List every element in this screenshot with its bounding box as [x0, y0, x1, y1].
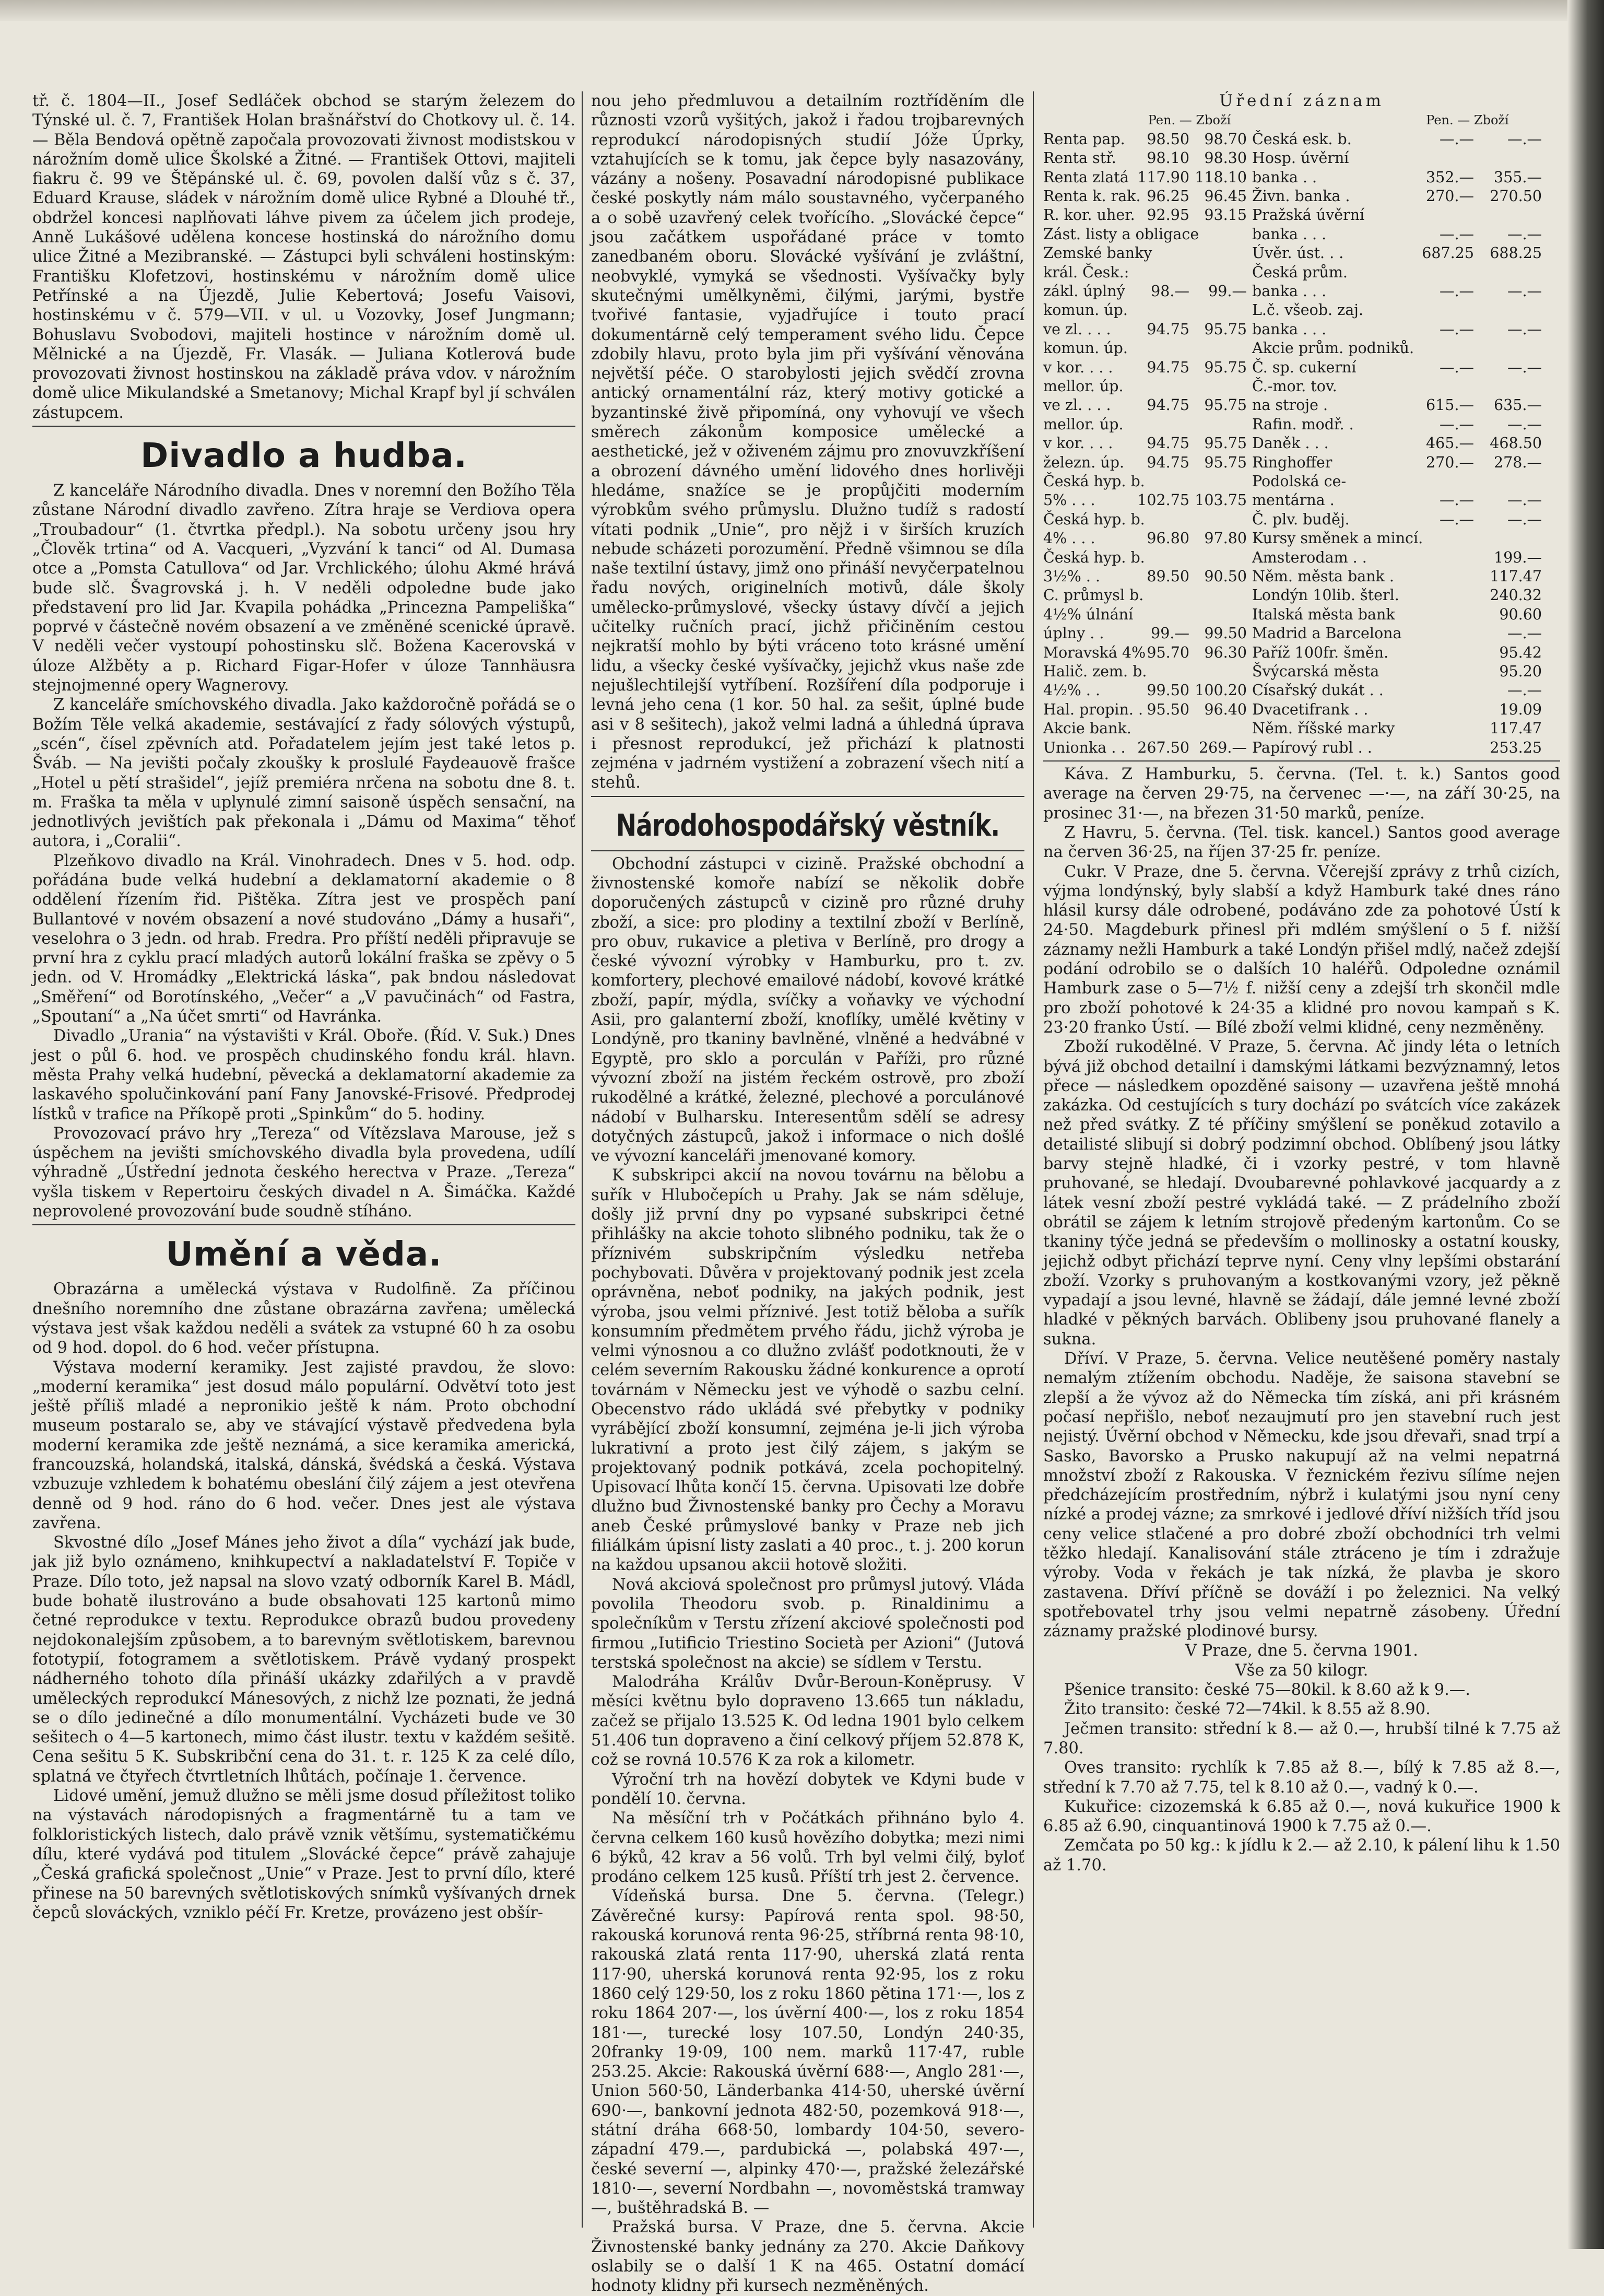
exchange-row — [1043, 396, 1560, 415]
news-paragraph: Z Havru, 5. června. (Tel. tisk. kancel.) Santos good average na červen 36·25, na říjen 37·25 fr. peníze. — [1043, 824, 1560, 862]
exchange-cell-c — [1393, 149, 1474, 168]
exchange-cell-l: Renta k. rak. — [1043, 187, 1141, 205]
exchange-cell-r: Ringhoffer — [1252, 453, 1332, 471]
exchange-cell-l: železn. úp. — [1043, 453, 1125, 471]
exchange-row — [1043, 339, 1560, 358]
exchange-cell-a: 94.75 — [1147, 320, 1189, 338]
exchange-cell-r: banka . . . — [1252, 225, 1327, 243]
exchange-cell-a: 92.95 — [1147, 206, 1189, 224]
exchange-cell-b: 96.30 — [1204, 643, 1247, 661]
exchange-cell-l: 4½% úlnání — [1043, 605, 1134, 623]
exchange-cell-a: 96.25 — [1147, 187, 1189, 205]
exchange-cell-b: 100.20 — [1195, 682, 1247, 699]
exchange-cell-b: 118.10 — [1195, 168, 1247, 186]
exchange-cell-b: 98.30 — [1204, 149, 1247, 167]
exchange-row — [1043, 434, 1560, 453]
exchange-cell-l: mellor. úp. — [1043, 377, 1124, 395]
exchange-cell-a: 117.90 — [1137, 168, 1189, 186]
exchange-cell-l: Akcie bank. — [1043, 720, 1131, 737]
exchange-cell-d: —.— — [1507, 320, 1542, 338]
news-paragraph: Z kanceláře Národního divadla. Dnes v noremní den Božího Těla zůstane Národní divadlo zavřeno. Zítra hraje se Verdiova opera „Troubadour“ (1. čtvrtka předpl.). Na sobotu určeny jsou hry „Člověk trtina“ od A. Vacqueri, „Vyzvání k tanci“ od Al. Dumasa otce a „Pomsta Catullova“ od Jar. Vrchlického; úlohu Akmé hrává bude slč. Švagrovská j. h. V neděli odpoledne bude jako představení pro lid Jar. Kvapila pohádka „Princezna Pampeliška“ poprvé v částečně novém obsazení a ve změněné scenické úpravě. V neděli večer vystoupí pohostinsku slč. Božena Kacerovská v úloze Alžběty a p. Richard Figar-Hofer v úloze Tannhäusra stejnojmenné opery Wagnerovy. — [32, 482, 575, 695]
news-paragraph: Výstava moderní keramiky. Jest zajisté pravdou, že slovo: „moderní keramika“ jest dosud málo populární. Odvětví toto jest ještě příliš mladé a nepronikio ještě k nám. Proto obchodní museum postaralo se, aby ve stávající výstavě předvedena byla moderní keramika zde ještě neznámá, a sice keramika americká, francouzská, holandská, italská, dánská, švédská a česká. Výstava vzbuzuje vzhledem k bohatému obeslání čilý zájem a jest otevřena denně od 9 hod. ráno do 6 hod. večer. Dnes jest ale výstava zavřena. — [32, 1358, 575, 1532]
exchange-row — [1043, 624, 1560, 643]
exchange-cell-c — [1393, 206, 1474, 225]
column-right — [1043, 91, 1560, 2222]
exchange-cell-c: —.— — [1439, 225, 1474, 243]
exchange-cell-d: 199.— — [1494, 548, 1542, 566]
exchange-cell-b — [1189, 548, 1247, 567]
exchange-cell-l: Hal. propin. . — [1043, 700, 1143, 718]
news-paragraph: Vídeňská bursa. Dne 5. června. (Telegr.) Závěrečné kursy: Papírová renta spol. 98·50, rakouská korunová renta 96·25, stříbrná renta 98·10, rakouská zlatá renta 117·90, uherská zlatá renta 117·90, uherská korunová renta 92·95, los z roku 1860 celý 129·50, los z roku 1860 pětina 171·—, los z roku 1864 207·—, los úvěrní 400·—, los z roku 1854 181·—, turecké losy 107.50, Londýn 240·35, 20franky 19·09, 100 nem. marků 117·47, ruble 253.25. Akcie: Rakouská úvěrní 688·—, Anglo 281·—, Union 560·50, Länderbanka 414·50, uherské úvěrní 690·—, bankovní jednota 482·50, pozemková 918·—, státní dráha 668·50, lombardy 104·50, severo-západní 479.—, pardubická —, polabská 497·—, české severní —, alpinky 470·—, pražské železářské 1810·—, severní Nordbahn —, novoměstská tramway —, buštěhradská B. — — [591, 1887, 1024, 2218]
exchange-cell-b — [1189, 415, 1247, 434]
bursa-line: Pšenice transito: české 75—80kil. k 8.60 až k 9.—. — [1064, 1681, 1471, 1700]
exchange-cell-a — [1132, 244, 1189, 263]
exchange-cell-a — [1132, 605, 1189, 624]
exchange-row — [1043, 263, 1560, 282]
exchange-cell-a: 94.75 — [1147, 435, 1189, 452]
exchange-cell-b: 99.50 — [1204, 625, 1247, 642]
exchange-cell-a: 98.— — [1151, 282, 1189, 300]
exchange-cell-l: Renta stř. — [1043, 149, 1116, 167]
exchange-cell-c: 465.— — [1426, 435, 1474, 452]
news-paragraph: Divadlo „Urania“ na výstavišti v Král. Oboře. (Říd. V. Suk.) Dnes jest o půl 6. hod. ve prospěch chudinského fondu král. hlavn. města Prahy velká hudební, pěvecká a deklamatorní akademie za laskavého spolučinkování paní Fany Janovské-Frisové. Předprodej lístků v trafice na Příkopě proti „Spinkům“ do 5. hodiny. — [32, 1027, 575, 1123]
exchange-cell-a — [1132, 510, 1189, 529]
exchange-cell-d: 688.25 — [1490, 244, 1542, 262]
exchange-cell-l: Renta pap. — [1043, 130, 1125, 148]
news-paragraph: Obrazárna a umělecká výstava v Rudolfině. Za příčinou dnešního noremního dne zůstane obrazárna zavřena; umělecká výstava jest však každou neděli a svátek za vstupné 60 h za osobu od 9 hod. dopol. do 6 hod. večer přístupna. — [32, 1280, 575, 1357]
exchange-cell-r: Paříž 100fr. šměn. — [1252, 643, 1389, 661]
exchange-row — [1043, 206, 1560, 225]
exchange-cell-r: Podolská ce- — [1252, 473, 1347, 490]
exchange-cell-l: v kor. . . . — [1043, 435, 1113, 452]
exchange-cell-b — [1189, 301, 1247, 320]
exchange-cell-d: 19.09 — [1499, 700, 1542, 718]
news-paragraph: Výroční trh na hovězí dobytek ve Kdyni bude v pondělí 10. června. — [591, 1770, 1024, 1808]
exchange-cell-c: —.— — [1439, 320, 1474, 338]
exchange-cell-a: 96.80 — [1147, 530, 1189, 547]
bursa-line: Oves transito: rychlík k 7.85 až 8.—, bílý k 7.85 až 8.—, střední k 7.70 až 7.75, tel k 8.10 až 0.—, vadný k 0.—. — [1043, 1759, 1560, 1797]
exchange-cell-d: 635.— — [1494, 396, 1542, 414]
exchange-cell-d: —.— — [1507, 358, 1542, 376]
exchange-cell-r: Hosp. úvěrní — [1252, 149, 1349, 167]
exchange-cell-b — [1189, 377, 1247, 396]
exchange-cell-l: Zemské banky — [1043, 244, 1152, 262]
column-rule-1 — [582, 91, 583, 2228]
exchange-cell-b: 95.75 — [1204, 320, 1247, 338]
news-paragraph: Provozovací právo hry „Tereza“ od Vítězslava Marouse, jež s úspěchem na jevišti smíchovského divadla byla provedena, udílí výhradně „Ústřední jednota českého herectva v Praze. „Tereza“ vyšla tiskem v Repertoiru českých divadel n A. Šimáčka. Každé neprovolené provozování bude soudně stíháno. — [32, 1124, 575, 1221]
exchange-row — [1043, 529, 1560, 548]
exchange-cell-d: 95.42 — [1499, 643, 1542, 661]
header-right: Pen. — Zboží — [1426, 113, 1509, 128]
exchange-cell-l: mellor. úp. — [1043, 415, 1124, 433]
exchange-table-header — [1043, 111, 1560, 130]
exchange-cell-r: banka . . . — [1252, 282, 1327, 300]
exchange-cell-b: 96.45 — [1204, 187, 1247, 205]
exchange-row — [1043, 567, 1560, 586]
exchange-cell-d: —.— — [1507, 282, 1542, 300]
news-paragraph: Z kanceláře smíchovského divadla. Jako každoročně pořádá se o Božím Těle velká akademie, sestávající z řady sólových výstupů, „scén“, čísel zpěvních atd. Pořadatelem jejím jest také letos p. Šváb. — Na jevišti počaly zkoušky k proslulé Faydeauově frašce „Hotel u pětí strašidel“, jejíž premiéra nrčena na sobotu dne 8. t. m. Fraška ta měla v uplynulé zimní saisoně úspěch sensační, na jednotlivých jevištích pak překonala i „Dámu od Maxima“ těhoť autora, i „Coralii“. — [32, 696, 575, 851]
exchange-cell-r: Italská města bank — [1252, 605, 1395, 623]
exchange-row — [1043, 662, 1560, 681]
bursa-subtitle: Vše za 50 kilogr. — [1235, 1661, 1369, 1680]
exchange-cell-b — [1189, 719, 1247, 738]
exchange-cell-d: —.— — [1507, 415, 1542, 433]
exchange-cell-c — [1393, 472, 1474, 491]
exchange-cell-r: Něm. říšské marky — [1252, 720, 1395, 737]
exchange-cell-l: král. Česk.: — [1043, 263, 1129, 281]
exchange-cell-r: Úvěr. úst. . . — [1252, 244, 1344, 262]
exchange-row — [1043, 244, 1560, 263]
exchange-cell-d: 90.60 — [1499, 605, 1542, 623]
exchange-cell-l: ve zl. . . . — [1043, 396, 1111, 414]
exchange-cell-r: Dvacetifrank . . — [1252, 700, 1369, 718]
news-paragraph: Dříví. V Praze, 5. června. Velice neutěšené poměry nastaly nemalým ztížením obchodu. Naděje, že saisona stavební se zlepší a že vývoz až do Německa tím získá, ani při krásném počasí nepřišlo, neboť nezaujmutí pro jen stavební ruch jest nejistý. Úvěrní obchod v Německu, kde jsou dřevaři, snad trpí a Sasko, Bavorsko a Prusko nakupují až na velmi nepatrná množství zboží z Rakouska. V řeznickém řezivu sílíme nejen předcházejícím prostředním, nýbrž i kulatými jsou nyní ceny nízké a prodej vázne; za smrkové i jedlové dříví nižších tříd jsou ceny velice stlačené a pro dobré zboží obchodníci trh velmi těžko hledají. Kanalisování stále ztráceno je tím i zdražuje výroby. Voda v řekách je tak nízká, že plavba je skoro zastavena. Dříví příčně se dováží i po železnici. Na velký spotřebovatel trhy jsou velmi nepatrně zásobeny. Úřední záznamy pražské plodinové bursy. — [1043, 1350, 1560, 1641]
exchange-row — [1043, 739, 1560, 757]
exchange-cell-r: Živn. banka . — [1252, 187, 1350, 205]
exchange-cell-l: úplny . . — [1043, 625, 1104, 642]
exchange-cell-d: —.— — [1507, 130, 1542, 148]
exchange-cell-a: 98.50 — [1147, 130, 1189, 148]
news-paragraph: Nová akciová společnost pro průmysl jutový. Vláda povolila Theodoru svob. p. Rinaldinimu a společníkům v Terstu zřízení akciové společnosti pod firmou „Iutificio Triestino Società per Azioni“ (Jutová terstská společnost na akcie) se sídlem v Terstu. — [591, 1575, 1024, 1672]
exchange-cell-r: L.č. všeob. zaj. — [1252, 301, 1364, 319]
page-binding-shadow — [1567, 0, 1604, 2249]
exchange-cell-r: Daněk . . . — [1252, 435, 1329, 452]
exchange-cell-d: —.— — [1507, 491, 1542, 509]
divider — [1043, 760, 1560, 762]
exchange-cell-l: R. kor. uher. — [1043, 206, 1135, 224]
exchange-cell-r: mentárna . — [1252, 491, 1335, 509]
exchange-row — [1043, 491, 1560, 510]
exchange-cell-l: komun. úp. — [1043, 339, 1128, 357]
exchange-row — [1043, 187, 1560, 206]
exchange-cell-d — [1474, 206, 1542, 225]
exchange-cell-a: 267.50 — [1137, 739, 1189, 756]
news-paragraph: Cukr. V Praze, dne 5. června. Včerejší zprávy z trhů cizích, výjma londýnský, byly slabší a když Hamburk také dnes ráno hlásil kursy dále odrobené, podáváno zde za pohotové Ústí k 24·50. Magdeburk přinesl při mdlém smýšlení o 5 f. nižší záznamy nežli Hamburk a také Londýn přišel mdlý, načež zdejší podání odrobilo se o dalších 10 haléřů. Odpoledne oznámil Hamburk zase o 5—7½ f. nižší ceny a zdejší trh skončil mdle pro zboží pohotové k 24·35 a klidné pro novou kampaň s K. 23·20 franko Ústí. — Bílé zboží velmi klidné, ceny nezměněny. — [1043, 862, 1560, 1037]
news-paragraph: Skvostné dílo „Josef Mánes jeho život a díla“ vychází jak bude, jak již bylo oznámeno, knihkupectví a nakladatelství F. Topiče v Praze. Dílo toto, jež napsal na slovo vzatý odborník Karel B. Mádl, bude bohatě ilustrováno a bude obsahovati 125 kartonů mimo četné reprodukce v textu. Reprodukce obrazů budou provedeny nejdokonalejším způsobem, a to barevným světlotiskem, barevnou fototypií, fotogramem a světlotiskem. Právě vydaný prospekt nádherného tohoto díla přináší ukázky zdařilých a v pravdě uměleckých reprodukcí Mánesových, z nichž lze poznati, že jedná se o dílo jedinečné a dílo monumentální. Vycházeti bude ve 30 sešitech o 4—5 kartonech, mimo část ilustr. textu v každém sešitě. Cena sešitu 5 K. Subskribční cena do 31. t. r. 125 K za celé dílo, splatná ve čtyřech čtvrtletních lhůtách, počínaje 1. července. — [32, 1533, 575, 1786]
exchange-cell-a — [1132, 339, 1189, 358]
exchange-cell-a: 99.— — [1151, 625, 1189, 642]
exchange-cell-c: 352.— — [1426, 168, 1474, 186]
exchange-cell-b: 98.70 — [1204, 130, 1247, 148]
exchange-cell-d: 240.32 — [1490, 587, 1542, 604]
exchange-cell-r: Švýcarská města — [1252, 663, 1379, 681]
exchange-cell-c — [1393, 719, 1474, 738]
exchange-row — [1043, 320, 1560, 339]
exchange-cell-b: 95.75 — [1204, 435, 1247, 452]
exchange-cell-b — [1189, 662, 1247, 681]
page-top-edge — [0, 0, 1604, 21]
exchange-cell-a: 99.50 — [1147, 682, 1189, 699]
bursa-line: Ječmen transito: střední k 8.— až 0.—, hrubší tilné k 7.75 až 7.80. — [1043, 1719, 1560, 1758]
exchange-cell-l: 4½% . . — [1043, 682, 1101, 699]
exchange-cell-d: 355.— — [1494, 168, 1542, 186]
news-paragraph: tř. č. 1804—II., Josef Sedláček obchod se starým železem do Týnské ul. č. 7, František Holan brašnářství do Chotkovy ul. č. 14. — Běla Bendová opětně započala provozovati živnost modistskou v nárožním domě ulice Školské a Žitné. — František Ottovi, majiteli fiakru č. 99 ve Štěpánské ul. č. 69, povolen další vůz s č. 37, Eduard Krause, sládek v nárožním domě ulice Rybné a Dlouhé tř., obdržel koncesi naplňovati láhve pivem za účelem jich prodeje, Anně Lukášové udělena koncese hostinská do nárožního domu ulice Žitné a Mezibranské. — Zástupci byli schváleni hostinským: Františku Klofetzovi, hostinskému v nárožním domě ulice Petřínské a na Újezdě, Julie Kebertová; Josefu Vaisovi, hostinskému v č. 579—VII. v ul. u Vozovky, Josef Jungmann; Bohuslavu Svobodovi, majiteli hostince v nárožním domě ul. Mělnické a na Újezdě, Fr. Vlasák. — Juliana Kotlerová bude provozovati živnost hostinskou na základě práva vdov. v nárožním domě ulice Mikulandské a Smetanovy; Michal Krapf byl jí schválen zástupcem. — [32, 92, 575, 422]
exchange-cell-b — [1189, 244, 1247, 263]
exchange-cell-b: 95.75 — [1204, 396, 1247, 414]
exchange-cell-c — [1393, 643, 1474, 662]
exchange-cell-l: Halič. zem. b. — [1043, 663, 1147, 681]
news-paragraph: Obchodní zástupci v cizině. Pražské obchodní a živnostenské komoře nabízí se několik dobře doporučených zástupců v cizině pro různé druhy zboží, a sice: pro plodiny a textilní zboží v Berlíně, pro obuv, rukavice a pletiva v Berlíně, pro drogy a české vývozní výrobky v Hamburku, pro t. zv. komfortery, plechové emailové nádobí, kovové krátké zboží, papír, mýdla, svíčky a voňavky ve východní Asii, pro galanterní zboží, knoflíky, umělé květiny v Londýně, pro tkaniny bavlněné, vlněné a hedvábné v Egyptě, pro sklo a porculán v Paříži, pro různé vývozní zboží na jistém řeckém ostrově, pro zboží rukodělné a krátké, železné, plechové a porculánové nádobí v Bulharsku. Interesentům sdělí se adresy dotyčných zástupců, jakož i informace o nich došlé ve vývozní kanceláři jmenované komory. — [591, 854, 1024, 1166]
exchange-cell-d: 117.47 — [1490, 568, 1542, 585]
exchange-cell-a — [1132, 377, 1189, 396]
exchange-cell-d — [1474, 301, 1542, 320]
exchange-cell-r: Akcie prům. podniků. — [1252, 339, 1414, 357]
exchange-cell-r: Rafin. modř. . — [1252, 415, 1354, 433]
exchange-cell-c — [1393, 529, 1474, 548]
exchange-cell-b: 269.— — [1199, 739, 1247, 756]
news-paragraph: Plzeňkovo divadlo na Král. Vinohradech. Dnes v 5. hod. odp. pořádána bude velká hudební a deklamatorní akademie o 8 oddělení řízením řid. Pištěka. Zítra jest ve prospěch paní Bullantové v novém obsazení a nové studováno „Dámy a husaři“, veselohra o 3 jedn. od hrab. Fredra. Pro příští neděli připravuje se první hra z cyklu prací mladých autorů lokální fraška se zpěvy o 5 jedn. od V. Hromádky „Elektrická láska“, pak bndou následovat „Směření“ od Borotínského, „Večer“ a „V pavučinách“ od Fastra, „Spoutaní“ a „Na účet smrti“ od Havránka. — [32, 851, 575, 1026]
exchange-cell-c: 615.— — [1426, 396, 1474, 414]
exchange-cell-b — [1189, 263, 1247, 282]
column-left — [32, 91, 575, 2222]
exchange-cell-c: 270.— — [1426, 453, 1474, 471]
exchange-cell-c: 687.25 — [1422, 244, 1474, 262]
exchange-cell-a — [1132, 472, 1189, 491]
exchange-row — [1043, 358, 1560, 377]
exchange-cell-b: 97.80 — [1204, 530, 1247, 547]
exchange-cell-c: 270.— — [1426, 187, 1474, 205]
exchange-cell-d — [1474, 339, 1542, 358]
exchange-cell-b — [1189, 605, 1247, 624]
exchange-cell-l: C. průmysl b. — [1043, 587, 1144, 604]
exchange-cell-d — [1474, 377, 1542, 396]
exchange-cell-d: —.— — [1507, 625, 1542, 642]
bursa-line: Kukuřice: cizozemská k 6.85 až 0.—, nová kukuřice 1900 k 6.85 až 6.90, cinquantinová 1900 k 7.75 až 0.—. — [1043, 1797, 1560, 1836]
exchange-cell-c — [1393, 301, 1474, 320]
news-paragraph: nou jeho předmluvou a detailním roztříděním dle různosti vzorů vyšitých, jakož i řadou trojbarevných reprodukcí národopisných studií Jóže Úprky, vztahujících se k tomu, jak čepce byly nasazovány, vázány a nošeny. Posavadní národopisné publikace české poskytly nám málo soustavného, vyčerpaného a o sobě uzavřený celek tvořícího. „Slovácké čepce“ jsou začátkem uspořádané práce v tomto zanedbaném oboru. Slovácké vyšívání je zvláštní, neobvyklé, vymyká se všednosti. Vyšívačky byly skutečnými umělkyněmi, čilými, jarými, bystře tvořivé fantasie, vyjadřujíce i touto prací dokumentárně celý temperament svého lidu. Čepce zdobily hlavu, proto byla jim při vyšívání věnována největší péče. O starobylosti jejich svědčí zrovna antický ornamentální ráz, který motivy gotické a byzantinské živě připomíná, ony vyhovují ve všech směrech zákonům komposice umělecké a aesthetické, jež v oživeném zájmu pro znovuvzkříšení a obrození dávného umění lidového dnes horlivěji hledáme, snažíce se je propůjčiti moderním výrobkům svého průmyslu. Dlužno tudíž s radostí vítati podnik „Unie“, pro nějž i v širších kruzích nebude scházeti porozumění. Předně všimnou se díla naše textilní ústavy, jimž ono přináší nevyčerpatelnou řadu nových, originelních motivů, dále školy umělecko-průmyslové, všecky ústavy dívčí a jejich učitelky ručních prací, jichž přičiněním cestou nejkratší mohlo by býti vráceno toto krásné umění lidu, a všecky české vyšívačky, jejichž vkus naše zde nejušlechtilejší vytříbení. Rozšíření díla podporuje i levná jeho cena (1 kor. 50 hal. za sešit, úplné bude asi v 8 sešitech), jakož velmi ladná a úhledná úprava i přesnost reprodukcí, jež přichází k platnosti zejména v jadrném vystižení a zobrazení všech nití a stehů. — [591, 92, 1024, 792]
exchange-cell-a — [1132, 548, 1189, 567]
exchange-cell-b: 96.40 — [1204, 700, 1247, 718]
exchange-cell-c — [1393, 263, 1474, 282]
exchange-cell-a — [1132, 415, 1189, 434]
exchange-cell-c: —.— — [1439, 282, 1474, 300]
news-paragraph: Pražská bursa. V Praze, dne 5. června. Akcie Živnostenské banky jednány za 270. Akcie Daňkovy oslabily se o další 1 K na 465. Ostatní domácí hodnoty klidny při kursech nezměněných. — [591, 2218, 1024, 2295]
exchange-cell-a — [1132, 225, 1189, 244]
exchange-row — [1043, 472, 1560, 491]
bursa-date: V Praze, dne 5. června 1901. — [1185, 1642, 1418, 1660]
exchange-cell-b — [1189, 225, 1247, 244]
exchange-row — [1043, 415, 1560, 434]
exchange-row — [1043, 225, 1560, 244]
exchange-cell-a: 102.75 — [1137, 491, 1189, 509]
exchange-cell-b — [1189, 472, 1247, 491]
exchange-cell-l: Česká hyp. b. — [1043, 510, 1145, 528]
exchange-row — [1043, 510, 1560, 529]
exchange-cell-d — [1474, 263, 1542, 282]
divider — [591, 796, 1024, 797]
exchange-cell-l: Česká hyp. b. — [1043, 548, 1145, 566]
exchange-cell-d: 117.47 — [1490, 720, 1542, 737]
news-paragraph: Lidové umění, jemuž dlužno se měli jsme dosud příležitost toliko na výstavách národopisných a fragmentárně tu a tam ve folkloristických listech, dalo právě vznik většímu, systematičkému dílu, které vydává pod titulem „Slovácké čepce“ právě zahajuje „Česká grafická společnost „Unie“ v Praze. Jest to první dílo, které přinese na 50 barevných světlotiskových snímků vyšívaných drnek čepců slováckých, vzniklo péčí Fr. Kretze, provázeno jest obšír- — [32, 1787, 575, 1922]
exchange-cell-c: —.— — [1439, 415, 1474, 433]
header-left: Pen. — Zboží — [1148, 113, 1231, 128]
exchange-cell-r: Amsterodam . . — [1252, 548, 1367, 566]
exchange-cell-d: —.— — [1507, 682, 1542, 699]
exchange-row — [1043, 548, 1560, 567]
exchange-cell-l: 5% . . . — [1043, 491, 1095, 509]
exchange-cell-a — [1132, 301, 1189, 320]
divider — [32, 426, 575, 427]
exchange-row — [1043, 681, 1560, 700]
exchange-cell-c — [1393, 586, 1474, 605]
exchange-row — [1043, 643, 1560, 662]
exchange-cell-a — [1132, 263, 1189, 282]
exchange-cell-a — [1132, 662, 1189, 681]
exchange-cell-d: 95.20 — [1499, 663, 1542, 681]
exchange-table — [1043, 130, 1560, 757]
exchange-cell-c — [1393, 548, 1474, 567]
divider — [32, 1224, 575, 1225]
exchange-cell-c — [1393, 377, 1474, 396]
section-title-vestnik: Národohospodářský věstník. — [616, 807, 1000, 843]
exchange-cell-a: 98.10 — [1147, 149, 1189, 167]
exchange-cell-l: ve zl. . . . — [1043, 320, 1111, 338]
exchange-cell-a: 94.75 — [1147, 453, 1189, 471]
exchange-cell-l: Zást. listy a obligace — [1043, 225, 1199, 243]
exchange-cell-b: 93.15 — [1204, 206, 1247, 224]
exchange-cell-r: Císařský dukát . . — [1252, 682, 1384, 699]
exchange-cell-a: 94.75 — [1147, 358, 1189, 376]
exchange-cell-c: —.— — [1439, 491, 1474, 509]
exchange-cell-r: Č. plv. buděj. — [1252, 510, 1350, 528]
exchange-cell-r: Pražská úvěrní — [1252, 206, 1365, 224]
exchange-cell-c — [1393, 681, 1474, 700]
section-title-umeni: Umění a věda. — [166, 1235, 442, 1274]
exchange-cell-c — [1393, 339, 1474, 358]
exchange-cell-d: 468.50 — [1490, 435, 1542, 452]
exchange-cell-c — [1393, 624, 1474, 643]
exchange-cell-r: Česká prům. — [1252, 263, 1348, 281]
exchange-cell-b: 95.75 — [1204, 358, 1247, 376]
column-rule-2 — [1033, 91, 1034, 2228]
exchange-row — [1043, 586, 1560, 605]
exchange-cell-c — [1393, 700, 1474, 719]
exchange-cell-r: Č. sp. cukerní — [1252, 358, 1357, 376]
exchange-cell-d — [1474, 529, 1542, 548]
exchange-row — [1043, 168, 1560, 187]
exchange-row — [1043, 453, 1560, 472]
exchange-cell-c: —.— — [1439, 510, 1474, 528]
column-middle — [591, 91, 1024, 2295]
exchange-cell-l: zákl. úplný — [1043, 282, 1125, 300]
news-paragraph: Zboží rukodělné. V Praze, 5. června. Ač jindy léta o letních bývá již obchod detailní i damskými látkami bezvýznamný, letos přece — následkem opozděné saisony — uzavřena ještě mnohá zakázka. Od cestujících s tury dochází po svátcích více zakázek než před svátky. Z té příčiny smýšlení se poněkud zotavilo a detailisté slibují si dobrý podzimní obchod. Oblíbený jsou látky barvy stejně hladké, či i vzorky pestré, v tom hlavně pruhované, se hledají. Dvoubarevné pohlavkové jacquardy a z látek vesní zboží pestré vykládá také. — Z prádelního zboží obrátil se zájem k letním strojově předeným kartonům. Co se tkaniny týče jedná se především o mollinosky a ostatní kousky, jejichž odbyt přichází teprve nyní. Ceny vlny lepšími obstarání zboží. Vzorky s pruhovaným a kostkovanými vzory, jež pěkně vypadají a jsou levné, hlavně se žádají, dále jemné levné zboží hladké v pěkných barvách. Oblibeny jsou pruhované flanely a sukna. — [1043, 1038, 1560, 1349]
bursa-lines — [1043, 1680, 1560, 1875]
exchange-cell-r: Česká esk. b. — [1252, 130, 1352, 148]
exchange-cell-c — [1393, 739, 1474, 757]
exchange-cell-r: Něm. města bank . — [1252, 568, 1394, 585]
exchange-cell-r: na stroje . — [1252, 396, 1328, 414]
exchange-row — [1043, 301, 1560, 320]
exchange-cell-l: 4% . . . — [1043, 530, 1095, 547]
exchange-cell-c — [1393, 662, 1474, 681]
exchange-cell-a: 89.50 — [1147, 568, 1189, 585]
exchange-cell-l: Unionka . . — [1043, 739, 1126, 756]
exchange-cell-b — [1189, 586, 1247, 605]
exchange-cell-r: Londýn 10lib. šterl. — [1252, 587, 1399, 604]
exchange-cell-b — [1189, 510, 1247, 529]
exchange-row — [1043, 130, 1560, 149]
exchange-cell-b: 90.50 — [1204, 568, 1247, 585]
exchange-table-title: Úřední záznam — [1219, 91, 1384, 110]
divider — [591, 850, 1024, 851]
exchange-cell-l: komun. úp. — [1043, 301, 1128, 319]
exchange-cell-c: —.— — [1439, 358, 1474, 376]
exchange-cell-b: 103.75 — [1195, 491, 1247, 509]
exchange-row — [1043, 719, 1560, 738]
section-title-divadlo: Divadlo a hudba. — [140, 437, 467, 476]
exchange-cell-r: Papírový rubl . . — [1252, 739, 1372, 756]
exchange-cell-l: Renta zlatá — [1043, 168, 1129, 186]
news-paragraph: K subskripci akcií na novou továrnu na bělobu a suřík v Hlubočepích u Prahy. Jak se nám sděluje, došly již první dny po vypsané subskripci četné přihlášky na akcie tohoto slibného podniku, tak že o příznivém subskripčním výsledku netřeba pochybovati. Důvěra v projektovaný podnik jest zcela oprávněna, neboť podniky, na jakých podnik, jest výroba, jsou velmi příznivé. Jest totiž běloba a suřík konsumním předmětem prvého řádu, jichž výroba je velmi výnosnou a co dlužno zvlášť podotknouti, že v celém severním Rakousku žádné konkurence a oprotí továrnám v Německu jest ve výhodě o sazbu celní. Obecenstvo rádo ukládá své přebytky v podniky vyrábějící zboží konsumní, zejména je-li jich výroba lukrativní a proto jest čilý zájem, s jakým se projektovaný podnik potkává, zcela pochopitelný. Upisovací lhůta končí 15. června. Upisovati lze dobře dlužno bud Živnostenské banky pro Čechy a Moravu aneb České průmyslové banky v Praze neb jich filiálkám úpisní listy zaslati a 40 proc., t. j. 200 korun na každou upsanou akcii hotově složiti. — [591, 1166, 1024, 1575]
exchange-cell-c — [1393, 605, 1474, 624]
exchange-cell-r: banka . . — [1252, 168, 1317, 186]
exchange-cell-d: 270.50 — [1490, 187, 1542, 205]
news-paragraph: Malodráha Králův Dvůr-Beroun-Koněprusy. V měsíci květnu bylo dopraveno 13.665 tun nákladu, začež se přijalo 13.525 K. Od ledna 1901 bylo celkem 51.406 tun dopraveno a činí celkový příjem 52.878 K, což se rovná 10.576 K za rok a kilometr. — [591, 1673, 1024, 1770]
exchange-cell-d — [1474, 472, 1542, 491]
exchange-cell-d: 278.— — [1494, 453, 1542, 471]
exchange-row — [1043, 377, 1560, 396]
news-paragraph: Na měsíční trh v Počátkách přihnáno bylo 4. června celkem 160 kusů hovězího dobytka; mezi nimi 6 býků, 42 krav a 56 volů. Trh byl velmi čilý, byloť prodáno celkem 125 kusů. Příští trh jest 2. července. — [591, 1809, 1024, 1887]
exchange-cell-d: —.— — [1507, 225, 1542, 243]
exchange-row — [1043, 282, 1560, 301]
exchange-cell-r: Kursy směnek a mincí. — [1252, 530, 1423, 547]
bursa-line: Žito transito: české 72—74kil. k 8.55 až 8.90. — [1064, 1700, 1431, 1719]
news-paragraph: Káva. Z Hamburku, 5. června. (Tel. t. k.) Santos good average na červen 29·75, na červenec —·—, na září 30·25, na prosinec 31·—, na březen 31·50 marků, peníze. — [1043, 765, 1560, 823]
exchange-cell-d: —.— — [1507, 510, 1542, 528]
exchange-cell-d — [1474, 149, 1542, 168]
exchange-cell-r: Madrid a Barcelona — [1252, 625, 1402, 642]
bursa-line: Zemčata po 50 kg.: k jídlu k 2.— až 2.10, k pálení lihu k 1.50 až 1.70. — [1043, 1836, 1560, 1875]
exchange-cell-a — [1132, 586, 1189, 605]
exchange-cell-l: Moravská 4% — [1043, 643, 1146, 661]
exchange-cell-c: —.— — [1439, 130, 1474, 148]
exchange-cell-b — [1189, 339, 1247, 358]
exchange-cell-l: 3½% . . — [1043, 568, 1101, 585]
exchange-cell-r: Č.-mor. tov. — [1252, 377, 1337, 395]
exchange-cell-b: 95.75 — [1204, 453, 1247, 471]
exchange-cell-a: 95.50 — [1147, 700, 1189, 718]
exchange-row — [1043, 605, 1560, 624]
exchange-row — [1043, 149, 1560, 168]
exchange-cell-l: v kor. . . . — [1043, 358, 1113, 376]
exchange-cell-b: 99.— — [1208, 282, 1247, 300]
exchange-row — [1043, 700, 1560, 719]
exchange-cell-a — [1132, 719, 1189, 738]
exchange-cell-l: Česká hyp. b. — [1043, 473, 1145, 490]
exchange-cell-a: 94.75 — [1147, 396, 1189, 414]
exchange-cell-d: 253.25 — [1490, 739, 1542, 756]
exchange-cell-a: 95.70 — [1147, 643, 1189, 661]
exchange-cell-r: banka . . . — [1252, 320, 1327, 338]
exchange-cell-c — [1393, 567, 1474, 586]
